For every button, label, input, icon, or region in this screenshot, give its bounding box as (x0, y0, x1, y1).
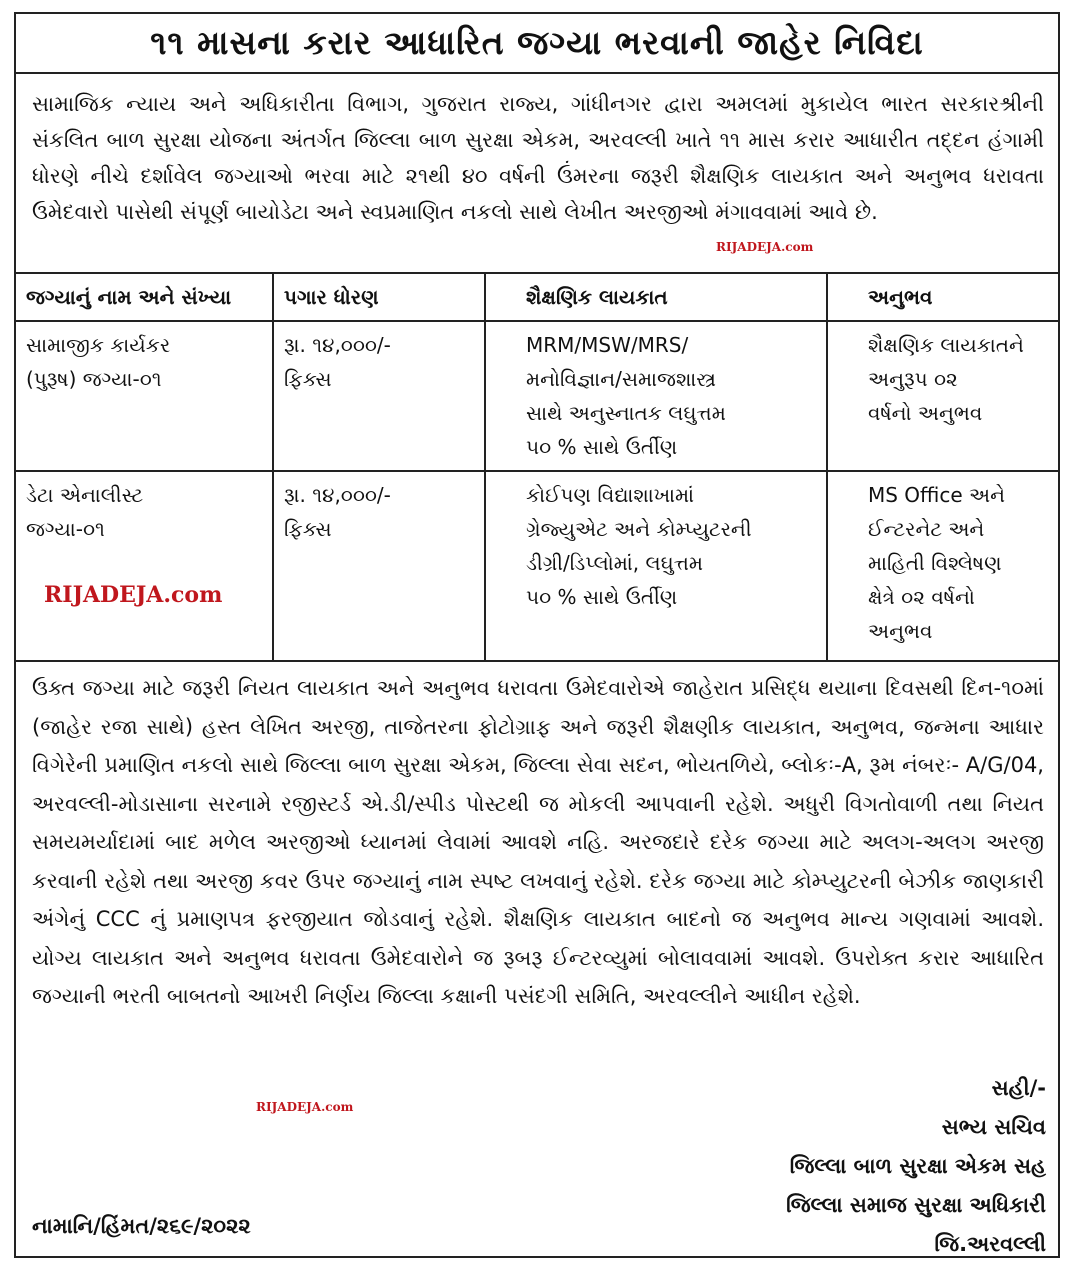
qualification-line: ડીગ્રી/ડિપ્લોમાં, લઘુત્તમ (526, 551, 704, 575)
post-name: સામાજીક કાર્યકર (26, 333, 171, 357)
header-post: જગ્યાનું નામ અને સંખ્યા (16, 273, 273, 321)
signature-line: જિ.અરવલ્લી (934, 1232, 1046, 1256)
terms-paragraph: ઉક્ત જગ્યા માટે જરૂરી નિયત લાયકાત અને અનુભવ ધરાવતા ઉમેદવારોએ જાહેરાત પ્રસિદ્ધ થયાના દિવસથી દિન-૧૦માં (જાહેર રજા સાથે) હસ્ત લેખિત અરજી, તાજેતરના ફોટોગ્રાફ અને જરૂરી શૈક્ષણીક લાયકાત, અનુભવ, જન્મના આધાર વિગેરેની પ્રમાણિત નકલો સાથે જિલ્લા બાળ સુરક્ષા એકમ, જિલ્લા સેવા સદન, ભોયતળિયે, બ્લોકઃ-A, રૂમ નંબરઃ- A/G/04, અરવલ્લી-મોડાસાના સરનામે રજીસ્ટર્ડ એ.ડી/સ્પીડ પોસ્ટથી જ મોકલી આપવાની રહેશે. અધુરી વિગતોવાળી તથા નિયત સમયમર્યાદામાં બાદ મળેલ અરજીઓ ધ્યાનમાં લેવામાં આવશે નહિ. અરજદારે દરેક જગ્યા માટે અલગ-અલગ અરજી કરવાની રહેશે તથા અરજી કવર ઉપર જગ્યાનું નામ સ્પષ્ટ લખવાનું રહેશે. દરેક જગ્યા માટે કોમ્પ્યુટરની બેઝીક જાણકારી અંગેનું CCC નું પ્રમાણપત્ર ફરજીયાત જોડવાનું રહેશે. શૈક્ષણિક લાયકાત બાદનો જ અનુભવ માન્ય ગણવામાં આવશે. યોગ્ય લાયકાત અને અનુભવ ધરાવતા ઉમેદવારોને જ રૂબરૂ ઈન્ટરવ્યુમાં બોલાવવામાં આવશે. ઉપરોક્ત કરાર આધારિત જગ્યાની ભરતી બાબતનો આખરી નિર્ણય જિલ્લા કક્ષાની પસંદગી સમિતિ, અરવલ્લીને આધીન રહેશે. (32, 676, 1044, 1008)
reference-number: નામાનિ/હિંમત/૨૬૯/૨૦૨૨ (32, 1214, 251, 1238)
header-experience: અનુભવ (827, 273, 1058, 321)
experience-line: માહિતી વિશ્લેષણ (868, 551, 1002, 575)
header-qualification: શૈક્ષણિક લાયકાત (485, 273, 827, 321)
experience-line: વર્ષનો અનુભવ (868, 401, 983, 425)
experience-line: શૈક્ષણિક લાયકાતને (868, 333, 1024, 357)
post-cell (16, 471, 273, 661)
salary-cell (273, 321, 485, 471)
signature-line: જિલ્લા સમાજ સુરક્ષા અધિકારી (786, 1193, 1046, 1217)
qualification-line: મનોવિજ્ઞાન/સમાજશાસ્ત્ર (526, 367, 716, 391)
experience-cell (827, 471, 1058, 661)
signature-line: જિલ્લા બાળ સુરક્ષા એકમ સહ (789, 1154, 1046, 1178)
salary-type: ફિક્સ (284, 367, 332, 391)
salary-cell (273, 471, 485, 661)
experience-cell (827, 321, 1058, 471)
experience-line: MS Office અને (868, 483, 1006, 507)
table-row (16, 471, 1058, 661)
signature-line: સહી/- (991, 1076, 1046, 1100)
experience-line: ઈન્ટરનેટ અને (868, 517, 985, 541)
qualification-line: ૫૦ % સાથે ઉર્તીણ (526, 585, 678, 609)
table-row (16, 321, 1058, 471)
qualification-line: કોઈપણ વિદ્યાશાખામાં (526, 483, 695, 507)
qualification-cell (485, 321, 827, 471)
qualification-cell (485, 471, 827, 661)
notice-title: ૧૧ માસના કરાર આધારિત જગ્યા ભરવાની જાહેર નિવિદા (16, 14, 1058, 74)
posts-table (16, 272, 1058, 662)
salary-amount: રૂા. ૧૪,૦૦૦/- (284, 333, 391, 357)
notice-frame (14, 12, 1060, 1258)
salary-amount: રૂા. ૧૪,૦૦૦/- (284, 483, 391, 507)
signature-block (786, 1069, 1046, 1264)
post-count: (પુરૂષ) જગ્યા-૦૧ (26, 367, 162, 391)
qualification-line: સાથે અનુસ્નાતક લઘુત્તમ (526, 401, 726, 425)
experience-line: ક્ષેત્રે ૦૨ વર્ષનો (868, 585, 975, 609)
post-name: ડેટા એનાલીસ્ટ (26, 483, 144, 507)
watermark-middle: RIJADEJA.com (44, 582, 223, 608)
post-count: જગ્યા-૦૧ (26, 517, 105, 541)
watermark-top: RIJADEJA.com (716, 240, 814, 254)
watermark-bottom: RIJADEJA.com (256, 1100, 354, 1114)
experience-line: અનુભવ (868, 619, 933, 643)
qualification-line: ગ્રેજ્યુએટ અને કોમ્પ્યુટરની (526, 517, 752, 541)
experience-line: અનુરૂપ ૦૨ (868, 367, 958, 391)
header-salary: પગાર ધોરણ (273, 273, 485, 321)
signature-line: સભ્ય સચિવ (941, 1115, 1046, 1139)
post-cell (16, 321, 273, 471)
intro-paragraph: સામાજિક ન્યાય અને અધિકારીતા વિભાગ, ગુજરાત રાજ્ય, ગાંધીનગર દ્વારા અમલમાં મુકાયેલ ભારત સરકારશ્રીની સંકલિત બાળ સુરક્ષા યોજના અંતર્ગત જિલ્લા બાળ સુરક્ષા એકમ, અરવલ્લી ખાતે ૧૧ માસ કરાર આધારીત તદ્દન હંગામી ધોરણે નીચે દર્શાવેલ જગ્યાઓ ભરવા માટે ૨૧થી ૪૦ વર્ષની ઉંમરના જરૂરી શૈક્ષણિક લાયકાત અને અનુભવ ધરાવતા ઉમેદવારો પાસેથી સંપૂર્ણ બાયોડેટા અને સ્વપ્રમાણિત નકલો સાથે લેખીત અરજીઓ મંગાવવામાં આવે છે. (32, 92, 1044, 224)
table-header-row (16, 273, 1058, 321)
qualification-line: MRM/MSW/MRS/ (526, 333, 689, 357)
qualification-line: ૫૦ % સાથે ઉર્તીણ (526, 435, 678, 459)
salary-type: ફિક્સ (284, 517, 332, 541)
